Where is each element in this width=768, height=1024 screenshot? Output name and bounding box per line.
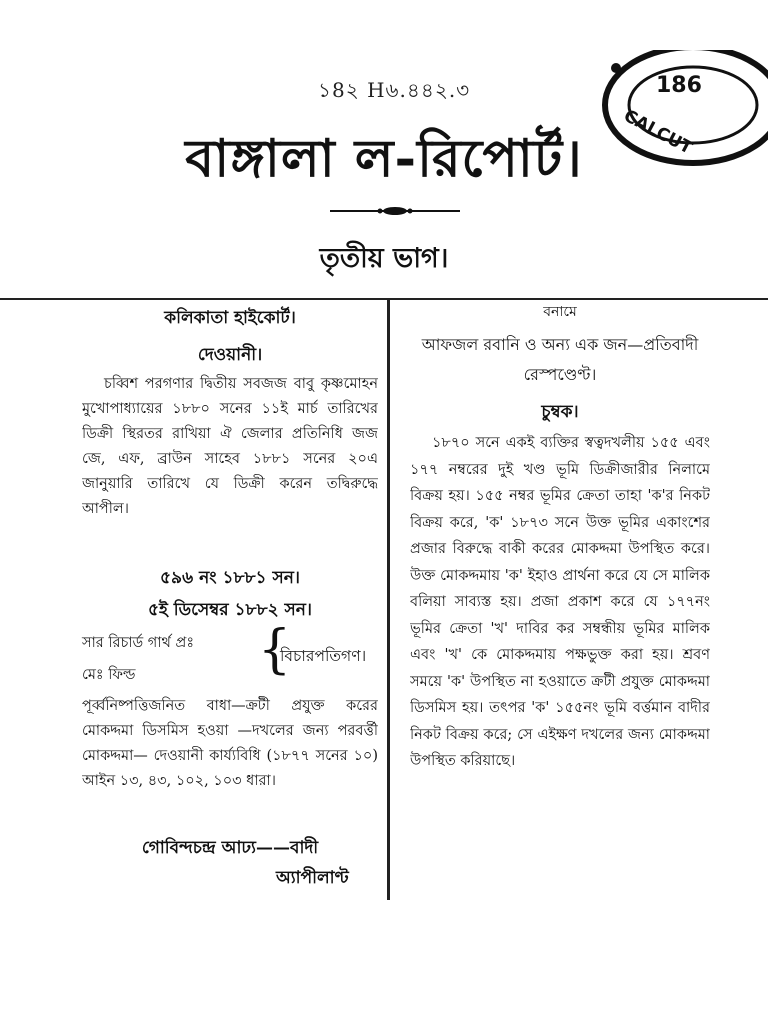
volume-subtitle: তৃতীয় ভাগ। — [319, 243, 449, 274]
stamp-year: 186 — [656, 73, 702, 98]
brace-icon: { — [258, 620, 292, 680]
respondent-parties: আফজল রবানি ও অন্য এক জন—প্রতিবাদী রেস্পণ্ডেণ্ট। — [421, 335, 699, 384]
division-heading: দেওয়ানী। — [197, 345, 263, 365]
column-divider — [387, 300, 390, 900]
judges-label: বিচারপতিগণ। — [280, 647, 367, 665]
hearing-date: ৫ই ডিসেম্বর ১৮৮২ সন। — [147, 600, 313, 620]
appellant-role: অ্যাপীলাণ্ট — [276, 868, 349, 888]
appellant-name: গোবিন্দচন্দ্র আঢ্য——বাদী — [141, 838, 319, 858]
page-title: বাঙ্গালা ল-রিপোর্ট। — [185, 128, 583, 189]
subject-paragraph: পূর্ব্বনিষ্পত্তিজনিত বাধা—ক্রটী প্রযুক্ত করের মোকদ্দমা ডিসমিস হওয়া —দখলের জন্য পরবর্ত্তী মোকদ্দমা— দেওয়ানী কার্য্যবিধি (১৮৭৭ সনের ১০) আইন ১৩, ৪৩, ১০২, ১০৩ ধারা। — [82, 698, 378, 789]
summary-paragraph: ১৮৭০ সনে একই ব্যক্তির স্বত্বদখলীয় ১৫৫ এবং ১৭৭ নম্বরের দুই খণ্ড ভূমি ডিক্রীজারীর নিলামে বিক্রয় হয়। ১৫৫ নম্বর ভূমির ক্রেতা তাহা 'ক'র নিকট বিক্রয় করে, 'ক' ১৮৭৩ সনে উক্ত ভূমির একাংশের প্রজার বিরুদ্ধে বাকী করের মোকদ্দমা উপস্থিত করে। উক্ত মোকদ্দমায় 'ক' ইহাও প্রার্থনা করে যে সে মালিক বলিয়া সাব্যস্ত হয়। প্রজা প্রকাশ করে যে ১৭৭নং ভূমির ক্রেতা 'খ' দাবির কর সম্বন্ধীয় ভূমির মালিক এবং 'খ' কে মোকদ্দমায় পক্ষভুক্ত করা হয়। শ্রবণ সময়ে 'ক' উপস্থিত না হওয়াতে ক্রটী প্রযুক্ত মোকদ্দমা ডিসমিস হয়। তৎপর 'ক' ১৫৫নং ভূমি বর্ত্তমান বাদীর নিকট বিক্রয় করে; সে এইক্ষণ দখলের জন্য মোকদ্দমা উপস্থিত করিয়াছে। — [410, 435, 710, 769]
appeal-paragraph: চব্বিশ পরগণার দ্বিতীয় সবজজ বাবু কৃষ্ণমোহন মুখোপাধ্যায়ের ১৮৮০ সনের ১১ই মার্চ তারিখের ডিক্রী স্থিরতর রাখিয়া ঐ জেলার প্রতিনিধি জজ জে, এফ, ব্রাউন সাহেব ১৮৮১ সনের ২০এ জানুয়ারি তারিখে যে ডিক্রী করেন তদ্বিরুদ্ধে আপীল। — [82, 376, 378, 517]
call-number: ১8২ H৬.৪৪২.৩ — [318, 78, 471, 102]
ornament-divider-icon — [330, 203, 460, 217]
stamp-place: CALCUT — [620, 105, 696, 159]
judge-name: সার রিচার্ড গার্থ প্রঃ — [82, 635, 195, 651]
case-number: ৫৯৬ নং ১৮৮১ সন। — [160, 568, 300, 588]
summary-heading: চুম্বক। — [541, 402, 579, 422]
versus-label: বনামে — [543, 304, 577, 320]
judges-block — [82, 620, 382, 684]
judge-name: মেঃ ফিল্ড — [82, 667, 136, 683]
court-heading: কলিকাতা হাইকোর্ট। — [164, 308, 296, 328]
